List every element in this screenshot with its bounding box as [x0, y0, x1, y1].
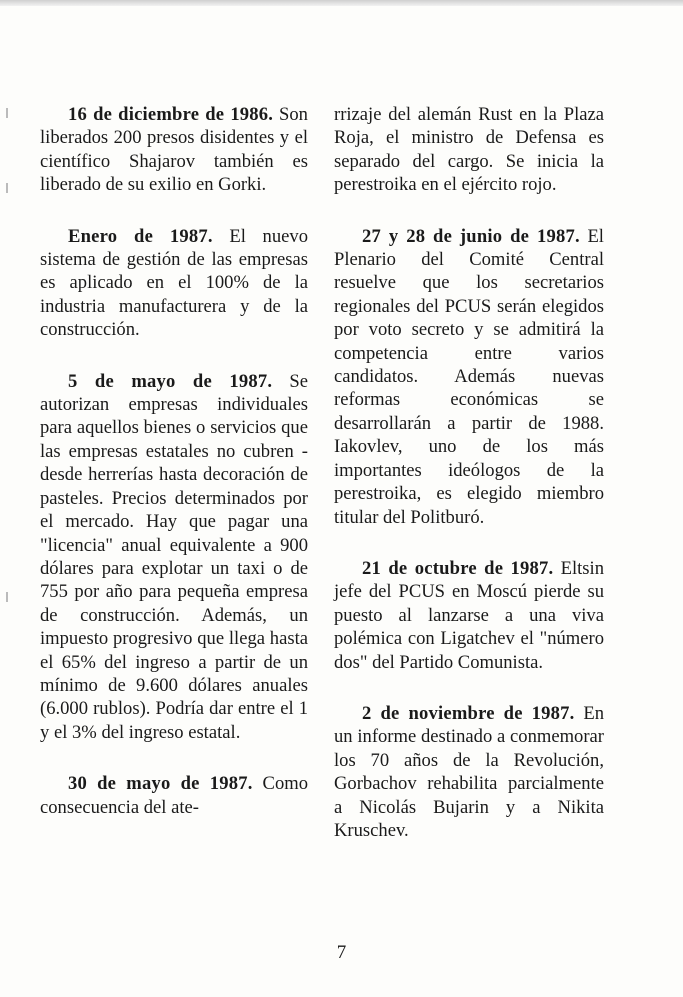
chronology-entry [40, 225, 308, 342]
entry-text: Se autorizan empresas individuales para aquellos bienes o servicios que las empresas estatales no cubren -desde herrerías hasta decoración de pasteles. Precios determinados por el mercado. Hay que pagar una "licencia" anual equivalente a 900 dólares para explotar un taxi o de 755 por año para pequeña empresa de construcción. Además, un impuesto progresivo que llega hasta el 65% del ingreso a partir de un mínimo de 9.600 dólares anuales (6.000 rublos). Podría dar entre el 1 y el 3% del ingreso estatal. [40, 370, 308, 743]
entry-text: Como consecuencia del ate- [40, 773, 309, 818]
entry-date: Enero de 1987. [68, 225, 213, 247]
chronology-entry [334, 557, 604, 674]
chronology-entry [334, 702, 604, 842]
page-top-edge [0, 0, 683, 6]
entry-date: 27 y 28 de junio de 1987. [362, 225, 580, 247]
scan-edge-mark [6, 183, 8, 193]
chronology-entry [40, 370, 308, 745]
scan-edge-mark [6, 108, 8, 118]
chronology-entry [40, 772, 308, 819]
entry-text: El nuevo sistema de gestión de las empresas es aplicado en el 100% de la industria manufacturera y de la construcción. [40, 225, 308, 341]
chronology-entry-continuation [334, 103, 604, 197]
entry-text: En un informe destinado a conmemorar los 70 años de la Revolución, Gorbachov rehabilita parcialmente a Nicolás Bujarin y a Nikita Kruschev. [334, 702, 604, 841]
scan-edge-mark [6, 592, 8, 602]
entry-text: Eltsin jefe del PCUS en Moscú pierde su puesto al lanzarse a una viva polémica con Ligatchev el "número dos" del Partido Comunista. [334, 557, 604, 673]
chronology-entry [334, 225, 604, 529]
entry-date: 16 de diciembre de 1986. [68, 104, 274, 125]
entry-date: 30 de mayo de 1987. [68, 773, 253, 795]
entry-text: rrizaje del alemán Rust en la Plaza Roja, el ministro de Defensa es separado del cargo. Se inicia la perestroika en el ejército rojo. [334, 104, 604, 196]
entry-date: 5 de mayo de 1987. [68, 370, 273, 392]
entry-text: El Plenario del Comité Central resuelve que los secretarios regionales del PCUS serán elegidos por voto secreto y se admitirá la competencia entre varios candidatos. Además nuevas reformas económicas se desarrollarán a partir de 1988. Iakovlev, uno de los más importantes ideólogos de la perestroika, es elegido miembro titular del Politburó. [334, 225, 604, 528]
page-number: 7 [336, 942, 347, 963]
right-column [334, 103, 604, 870]
chronology-entry [40, 103, 308, 197]
left-column [40, 103, 308, 847]
entry-text: Son liberados 200 presos disidentes y el científico Shajarov también es liberado de su exilio en Gorki. [40, 104, 308, 196]
entry-date: 2 de noviembre de 1987. [362, 702, 575, 724]
entry-date: 21 de octubre de 1987. [362, 557, 554, 579]
